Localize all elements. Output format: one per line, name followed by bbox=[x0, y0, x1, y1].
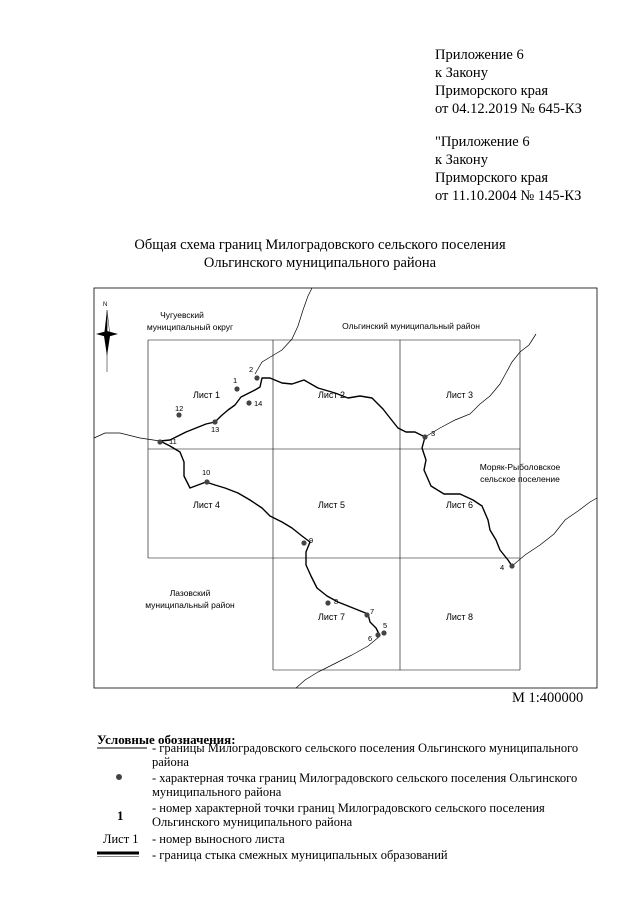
boundary-point-11 bbox=[157, 439, 162, 444]
point-label-13: 13 bbox=[211, 425, 220, 434]
appendix-line: к Закону bbox=[435, 65, 488, 81]
boundary-point-8 bbox=[325, 600, 330, 605]
boundary-point-9 bbox=[301, 540, 306, 545]
point-label-2: 2 bbox=[249, 365, 254, 374]
appendix-line: к Закону bbox=[435, 152, 488, 168]
legend-symbol: 1 bbox=[117, 808, 124, 823]
appendix-line: от 04.12.2019 № 645-КЗ bbox=[435, 101, 582, 117]
point-label-9: 9 bbox=[309, 536, 314, 545]
appendix-line: "Приложение 6 bbox=[435, 134, 530, 150]
map-frame bbox=[94, 288, 597, 688]
region-moryak-line-1: Моряк-Рыболовское bbox=[479, 462, 561, 472]
point-label-14: 14 bbox=[254, 399, 263, 408]
legend-text: - номер выносного листа bbox=[152, 832, 285, 846]
sheet-label-2: Лист 2 bbox=[318, 390, 346, 400]
sheet-label-3: Лист 3 bbox=[446, 390, 474, 400]
boundary-point-13 bbox=[212, 419, 217, 424]
region-lazovsky-line-1: Лазовский bbox=[169, 588, 211, 598]
region-chuguevsky-line-1: Чугуевский bbox=[160, 310, 204, 320]
appendix-line: Приложение 6 bbox=[435, 47, 524, 63]
boundary-point-1 bbox=[234, 386, 239, 391]
point-label-3: 3 bbox=[431, 429, 436, 438]
sheet-label-1: Лист 1 bbox=[193, 390, 221, 400]
region-olginsky: Ольгинский муниципальный район bbox=[342, 321, 480, 331]
point-label-4: 4 bbox=[500, 563, 505, 572]
region-chuguevsky-line-2: муниципальный округ bbox=[146, 322, 234, 332]
sheet-label-5: Лист 5 bbox=[318, 500, 346, 510]
point-label-1: 1 bbox=[233, 376, 238, 385]
adjacent-boundaries bbox=[94, 288, 597, 688]
boundary-point-4 bbox=[509, 563, 514, 568]
legend-heading: Условные обозначения: bbox=[97, 732, 236, 747]
boundary-point-icon bbox=[114, 772, 124, 782]
legend-text: - граница стыка смежных муниципальных образований bbox=[152, 848, 448, 862]
point-label-11: 11 bbox=[169, 437, 177, 446]
point-label-12: 12 bbox=[175, 404, 184, 413]
boundary-point-2 bbox=[254, 375, 259, 380]
boundary-line-icon bbox=[97, 745, 147, 751]
appendix-line: Приморского края bbox=[435, 170, 549, 186]
boundary-point-3 bbox=[422, 434, 427, 439]
legend-text: - границы Милоградовского сельского поселения Ольгинского муниципального района bbox=[152, 741, 579, 769]
sheet-label-7: Лист 7 bbox=[318, 612, 346, 622]
legend-text: - номер характерной точки границ Милоградовского сельского поселения Ольгинского муниципального района bbox=[152, 801, 545, 829]
region-lazovsky-line-2: муниципальный район bbox=[145, 600, 235, 610]
sheet-label-4: Лист 4 bbox=[193, 500, 221, 510]
boundary-point-12 bbox=[176, 412, 181, 417]
legend-text: - характерная точка границ Милоградовского сельского поселения Ольгинского муниципального района bbox=[152, 771, 578, 799]
boundary-point-10 bbox=[204, 479, 209, 484]
appendix-line: от 11.10.2004 № 145-КЗ bbox=[435, 188, 582, 204]
point-label-7: 7 bbox=[370, 607, 375, 616]
boundary-point-5 bbox=[381, 630, 386, 635]
sheet-label-6: Лист 6 bbox=[446, 500, 474, 510]
sheet-label-8: Лист 8 bbox=[446, 612, 474, 622]
legend-symbol: Лист 1 bbox=[103, 832, 139, 846]
boundary-point-7 bbox=[364, 612, 369, 617]
map-title-line-1: Общая схема границ Милоградовского сельского поселения bbox=[134, 237, 506, 253]
point-label-8: 8 bbox=[334, 597, 339, 606]
boundary-point-14 bbox=[246, 400, 251, 405]
point-label-6: 6 bbox=[368, 634, 373, 643]
appendix-line: Приморского края bbox=[435, 83, 549, 99]
point-label-10: 10 bbox=[202, 468, 211, 477]
north-arrow-icon bbox=[96, 302, 118, 372]
point-label-5: 5 bbox=[383, 621, 388, 630]
adjacent-boundary-icon bbox=[97, 850, 139, 858]
map-title-line-2: Ольгинского муниципального района bbox=[203, 255, 437, 271]
north-label: N bbox=[103, 302, 108, 308]
region-moryak-line-2: сельское поселение bbox=[480, 474, 560, 484]
boundary-point-6 bbox=[375, 632, 380, 637]
map-scale: М 1:400000 bbox=[512, 690, 584, 706]
